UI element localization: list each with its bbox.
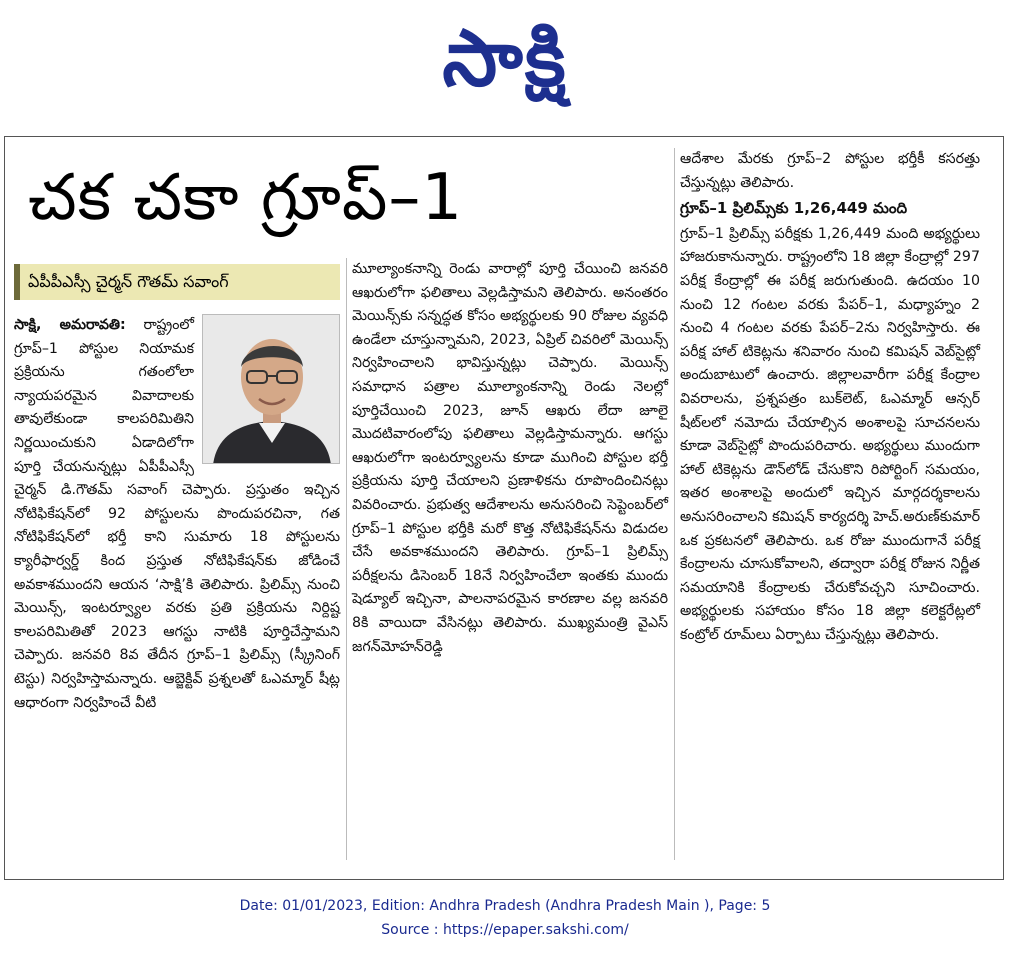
article-body-col3b: గ్రూప్‌–1 ప్రిలిమ్స్‌ పరీక్షకు 1,26,449 మంది అభ్యర్థులు హాజరుకానున్నారు. రాష్ట్రంలోని 18 జిల్లా కేంద్రాల్లో 297 పరీక్ష కేంద్రాల్లో ఈ పరీక్ష జరుగుతుంది. ఉదయం 10 నుంచి 12 గంటల వరకు పేపర్‌–1, మధ్యాహ్నం 2 నుంచి 4 గంటల వరకు పేపర్‌–2ను నిర్వహిస్తారు. ఈ పరీక్ష హాల్‌ టికెట్లను శనివారం నుంచి కమిషన్‌ వెబ్‌సైట్లో అందుబాటులో ఉంచారు. జిల్లాలవారీగా పరీక్ష కేంద్రాల వివరాలను, ప్రశ్నపత్రం బుక్‌లెట్, ఓఎమ్మార్‌ ఆన్సర్‌ షీట్‌లలో నమోదు చేయాల్సిన అంశాలపై సూచనలను కూడా వెబ్‌సైట్లో పొందుపరిచారు. అభ్యర్థులు ముందుగా హాల్‌ టికెట్లను డౌన్‌లోడ్‌ చేసుకొని రిపోర్టింగ్‌ సమయం, ఇతర అంశాలపై అందులో ఇచ్చిన మార్గదర్శకాలను అనుసరించాలని కమిషన్‌ కార్యదర్శి హెచ్‌.అరుణ్‌కుమార్‌ ఒక ప్రకటనలో తెలిపారు. ఒక రోజు ముందుగానే పరీక్ష కేంద్రాలను చూసుకోవాలని, తద్వారా పరీక్ష రోజున నిర్ణీత సమయానికి కేంద్రాలకు చేరుకోవచ్చని సూచించారు. అభ్యర్థులకు సహాయం కోసం 18 జిల్లా కలెక్టరేట్లలో కంట్రోల్‌ రూమ్‌లు ఏర్పాటు చేస్తున్నట్లు తెలిపారు. — [680, 225, 980, 643]
article-body-col3a: ఆదేశాల మేరకు గ్రూప్‌–2 పోస్టుల భర్తీకీ కసరత్తు చేస్తున్నట్లు తెలిపారు. — [680, 151, 980, 191]
edition-info: Date: 01/01/2023, Edition: Andhra Pradesh (Andhra Pradesh Main ), Page: 5 — [239, 898, 771, 914]
portrait-image — [203, 315, 340, 464]
person-photo — [202, 314, 340, 464]
article-tag: ఏపీపీఎస్సీ చైర్మన్‌ గౌతమ్‌ సవాంగ్‌ — [14, 264, 340, 300]
column-divider — [346, 258, 347, 860]
article-headline: చక చకా గ్రూప్‌–1 — [28, 161, 464, 235]
article-column-3 — [680, 148, 980, 647]
masthead-logo: సాక్షి — [442, 14, 568, 104]
source-link[interactable]: Source : https://epaper.sakshi.com/ — [381, 922, 629, 938]
article-subheading: గ్రూప్‌–1 ప్రిలిమ్స్‌కు 1,26,449 మంది — [680, 199, 908, 218]
newspaper-masthead — [0, 14, 1010, 104]
article-column-1 — [14, 314, 340, 715]
column-divider — [674, 148, 675, 860]
article-dateline: సాక్షి, అమరావతి: — [14, 317, 126, 333]
article-body-col2: మూల్యాంకనాన్ని రెండు వారాల్లో పూర్తి చేయించి జనవరి ఆఖరులోగా ఫలితాలు వెల్లడిస్తామని తెలిపారు. అనంతరం మెయిన్స్‌కు సన్నద్ధత కోసం అభ్యర్థులకు 90 రోజుల వ్యవధి ఉండేలా చూస్తున్నామని, 2023, ఏప్రిల్‌ చివరిలో మెయిన్స్‌ నిర్వహించాలని భావిస్తున్నట్లు చెప్పారు. మెయిన్స్‌ సమాధాన పత్రాల మూల్యాంకనాన్ని రెండు నెలల్లో పూర్తిచేయించి 2023, జూన్‌ ఆఖరు లేదా జూలై మొదటివారంలోపు ఫలితాలు వెల్లడిస్తామన్నారు. ఆగస్టు ఆఖరులోగా ఇంటర్వ్యూలను కూడా ముగించి పోస్టుల భర్తీ ప్రక్రియను పూర్తి చేయాలని ప్రణాళికను రూపొందించినట్లు వివరించారు. ప్రభుత్వ ఆదేశాలను అనుసరించి సెప్టెంబర్‌లో గ్రూప్‌–1 పోస్టుల భర్తీకి మరో కొత్త నోటిఫికేషన్‌ను విడుదల చేసే అవకాశముందని తెలిపారు. గ్రూప్‌–1 ప్రిలిమ్స్‌ పరీక్షలను డిసెంబర్‌ 18నే నిర్వహించేలా ఇంతకు ముందు షెడ్యూల్‌ ఇచ్చినా, పాలనాపరమైన కారణాల వల్ల జనవరి 8కి వాయిదా వేసినట్లు తెలిపారు. ముఖ్యమంత్రి వైఎస్‌ జగన్‌మోహన్‌రెడ్డి — [352, 261, 668, 655]
article-body-col1: రాష్ట్రంలో గ్రూప్‌–1 పోస్టుల నియామక ప్రక్రియను గతంలోలా న్యాయపరమైన వివాదాలకు తావులేకుండా కాలపరిమితిని నిర్ణయించుకుని ఏడాదిలోగా పూర్తి చేయనున్నట్లు ఏపీపీఎస్సీ చైర్మన్‌ డి.గౌతమ్‌ సవాంగ్‌ చెప్పారు. ప్రస్తుతం ఇచ్చిన నోటిఫికేషన్‌లో 92 పోస్టులను పొందుపరచినా, గత నోటిఫికేషన్‌లో భర్తీ కాని సుమారు 18 పోస్టులను క్యారీఫార్వర్డ్‌ కింద ప్రస్తుత నోటిఫికేషన్‌కు జోడించే అవకాశముందని ఆయన ‘సాక్షి’కి తెలిపారు. ప్రిలిమ్స్‌ నుంచి మెయిన్స్, ఇంటర్వ్యూల వరకు ప్రతి ప్రక్రియను నిర్దిష్ట కాలపరిమితితో 2023 ఆగస్టు నాటికి పూర్తిచేస్తామని చెప్పారు. జనవరి 8వ తేదీన గ్రూప్‌–1 ప్రిలిమ్స్‌ (స్క్రీనింగ్‌ టెస్టు) నిర్వహిస్తామన్నారు. ఆబ్జెక్టివ్‌ ప్రశ్నలతో ఓఎమ్మార్‌ షీట్ల ఆధారంగా నిర్వహించే వీటి — [14, 317, 340, 711]
article-column-2 — [352, 258, 668, 659]
